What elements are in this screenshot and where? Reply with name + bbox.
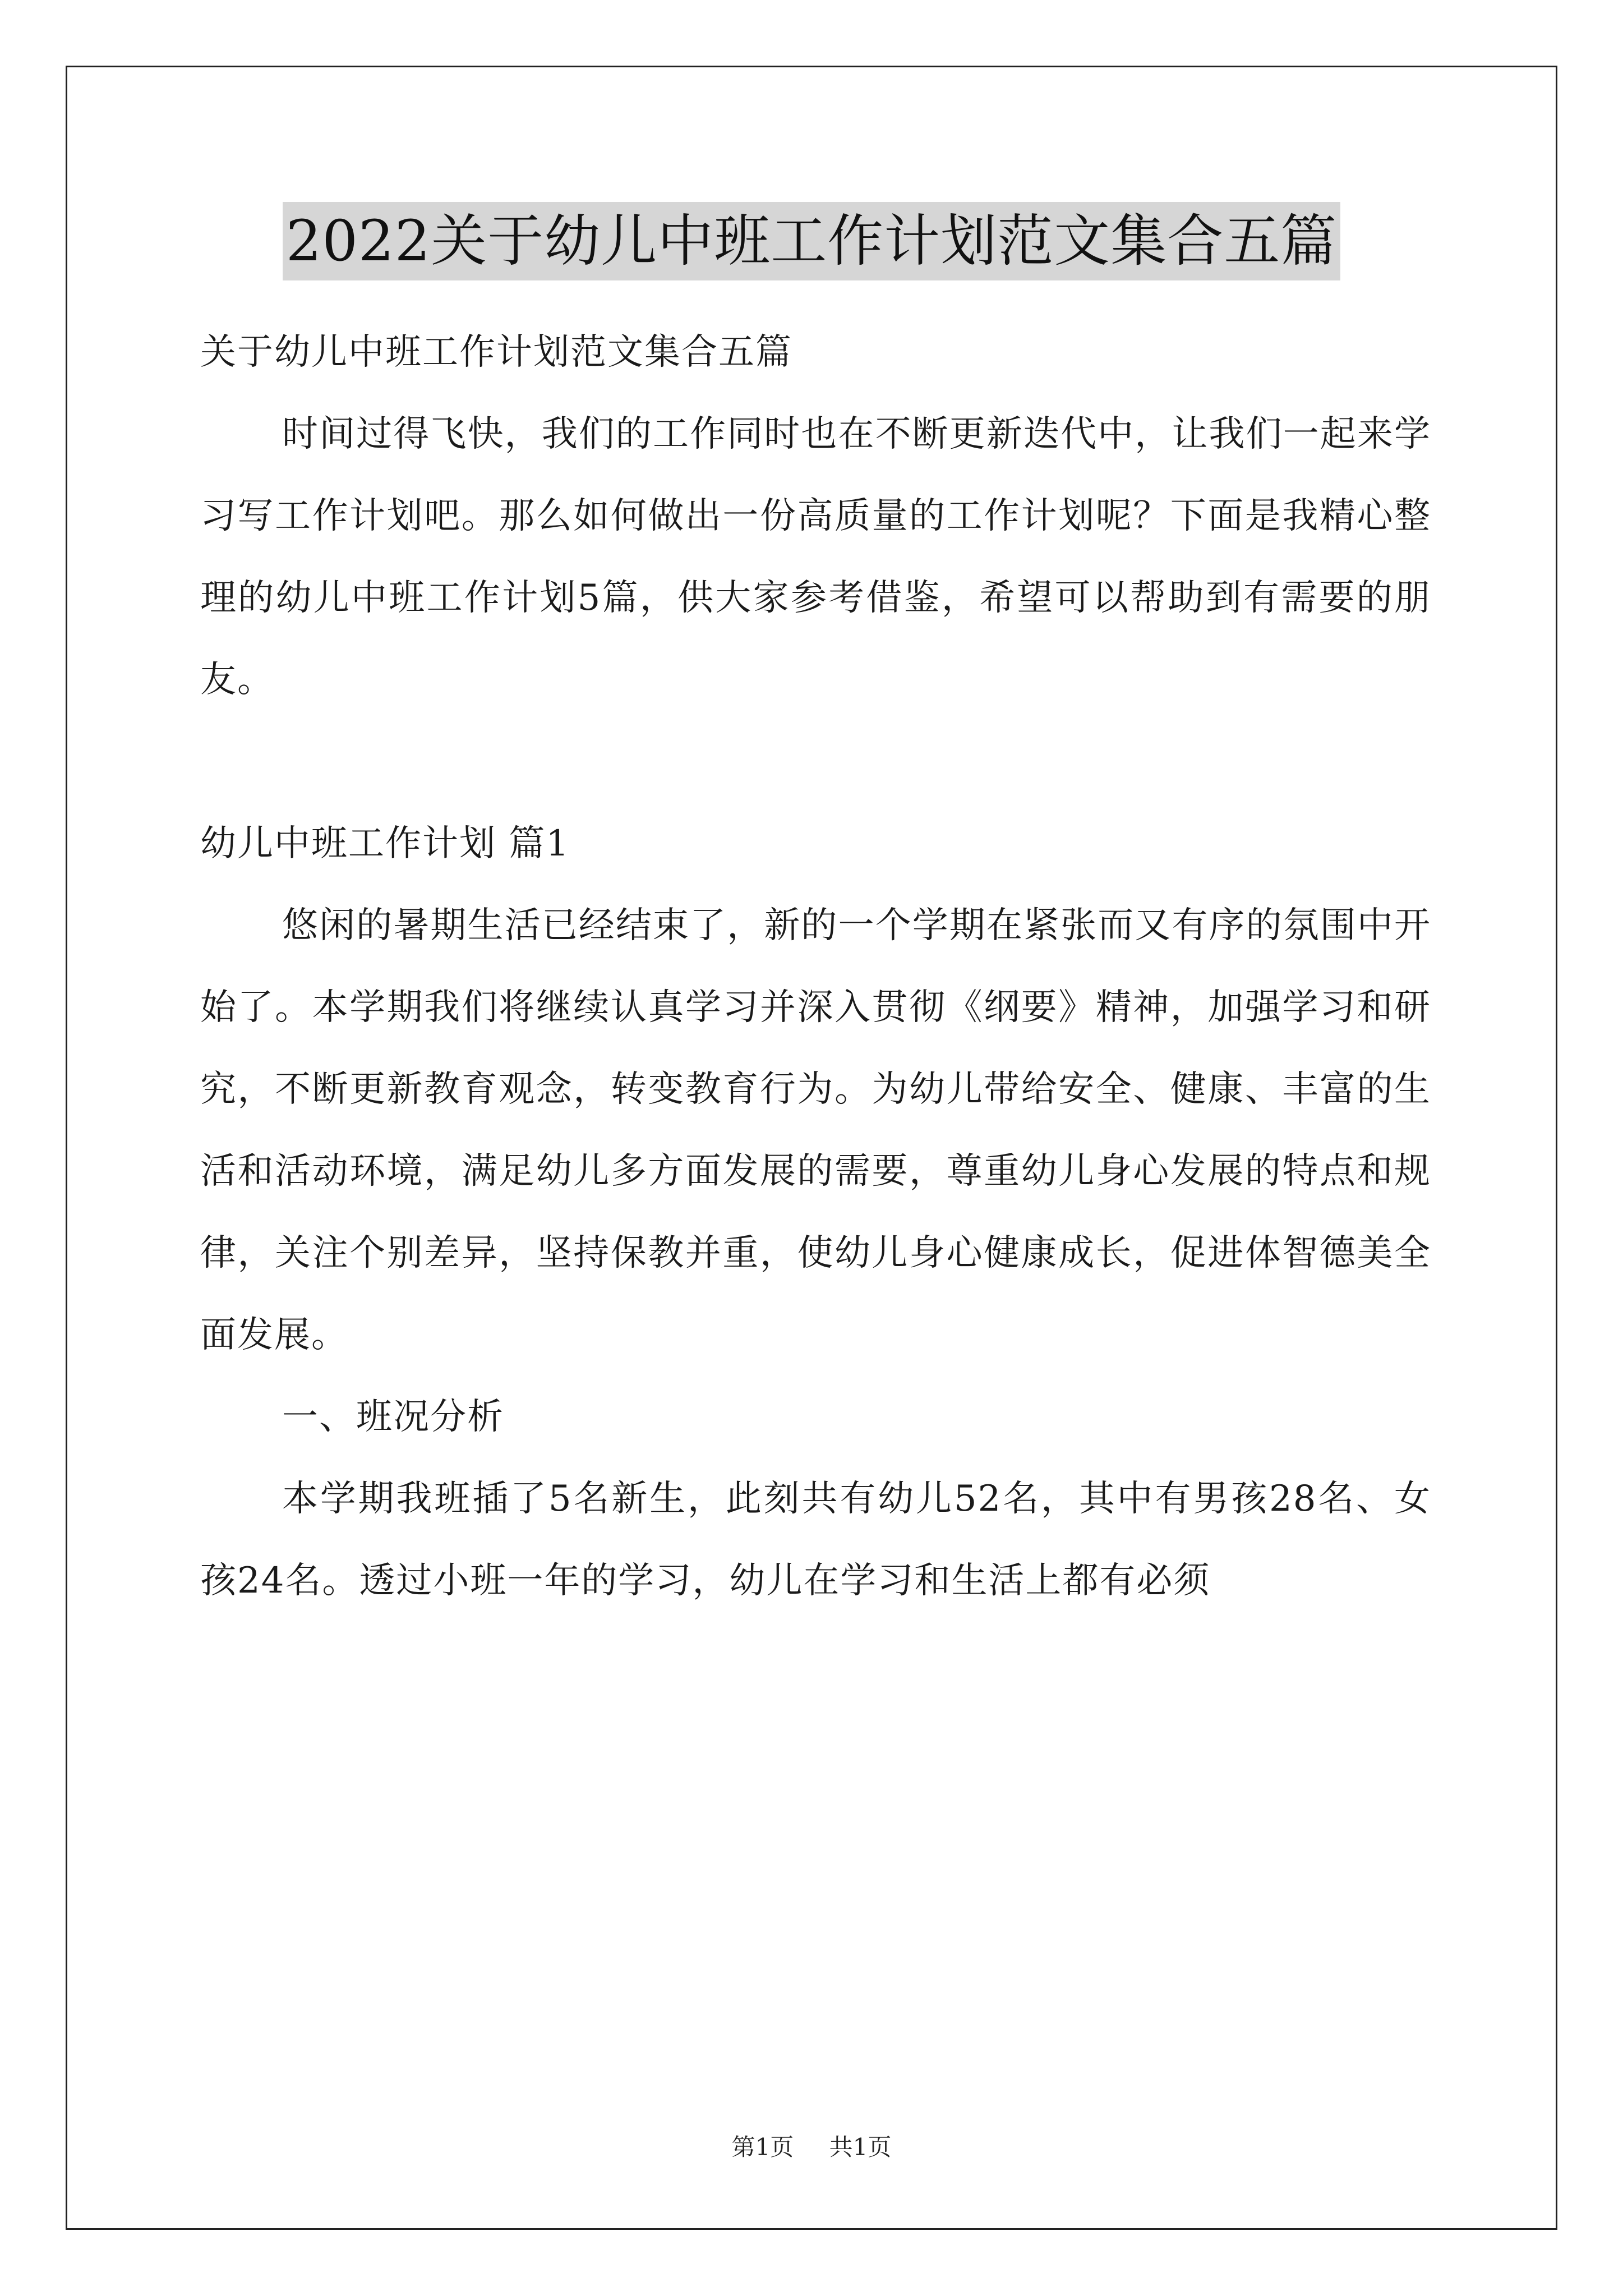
document-body xyxy=(200,311,1431,1622)
document-title: 2022关于幼儿中班工作计划范文集合五篇 xyxy=(283,202,1341,280)
subheading-class-analysis: 一、班况分析 xyxy=(282,1396,504,1438)
body-paragraph-1: 悠闲的暑期生活已经结束了，新的一个学期在紧张而又有序的氛围中开始了。本学期我们将继续认真学习并深入贯彻《纲要》精神，加强学习和研究，不断更新教育观念，转变教育行为。为幼儿带给安全、健康、丰富的生活和活动环境，满足幼儿多方面发展的需要，尊重幼儿身心发展的特点和规律，关注个别差异，坚持保教并重，使幼儿身心健康成长，促进体智德美全面发展。 xyxy=(200,905,1431,1356)
page-number-total: 共1页 xyxy=(829,2133,892,2161)
paragraph-gap xyxy=(200,721,1431,803)
section-heading: 幼儿中班工作计划 篇1 xyxy=(200,823,570,864)
title-container xyxy=(0,202,1623,280)
subtitle: 关于幼儿中班工作计划范文集合五篇 xyxy=(200,332,792,373)
body-paragraph-2: 本学期我班插了5名新生，此刻共有幼儿52名，其中有男孩28名、女孩24名。透过小班一年的学习，幼儿在学习和生活上都有必须 xyxy=(200,1478,1431,1602)
intro-paragraph: 时间过得飞快，我们的工作同时也在不断更新迭代中，让我们一起来学习写工作计划吧。那么如何做出一份高质量的工作计划呢？下面是我精心整理的幼儿中班工作计划5篇，供大家参考借鉴，希望可以帮助到有需要的朋友。 xyxy=(200,413,1431,701)
page-footer xyxy=(0,2129,1623,2162)
page-number-current: 第1页 xyxy=(731,2133,794,2161)
